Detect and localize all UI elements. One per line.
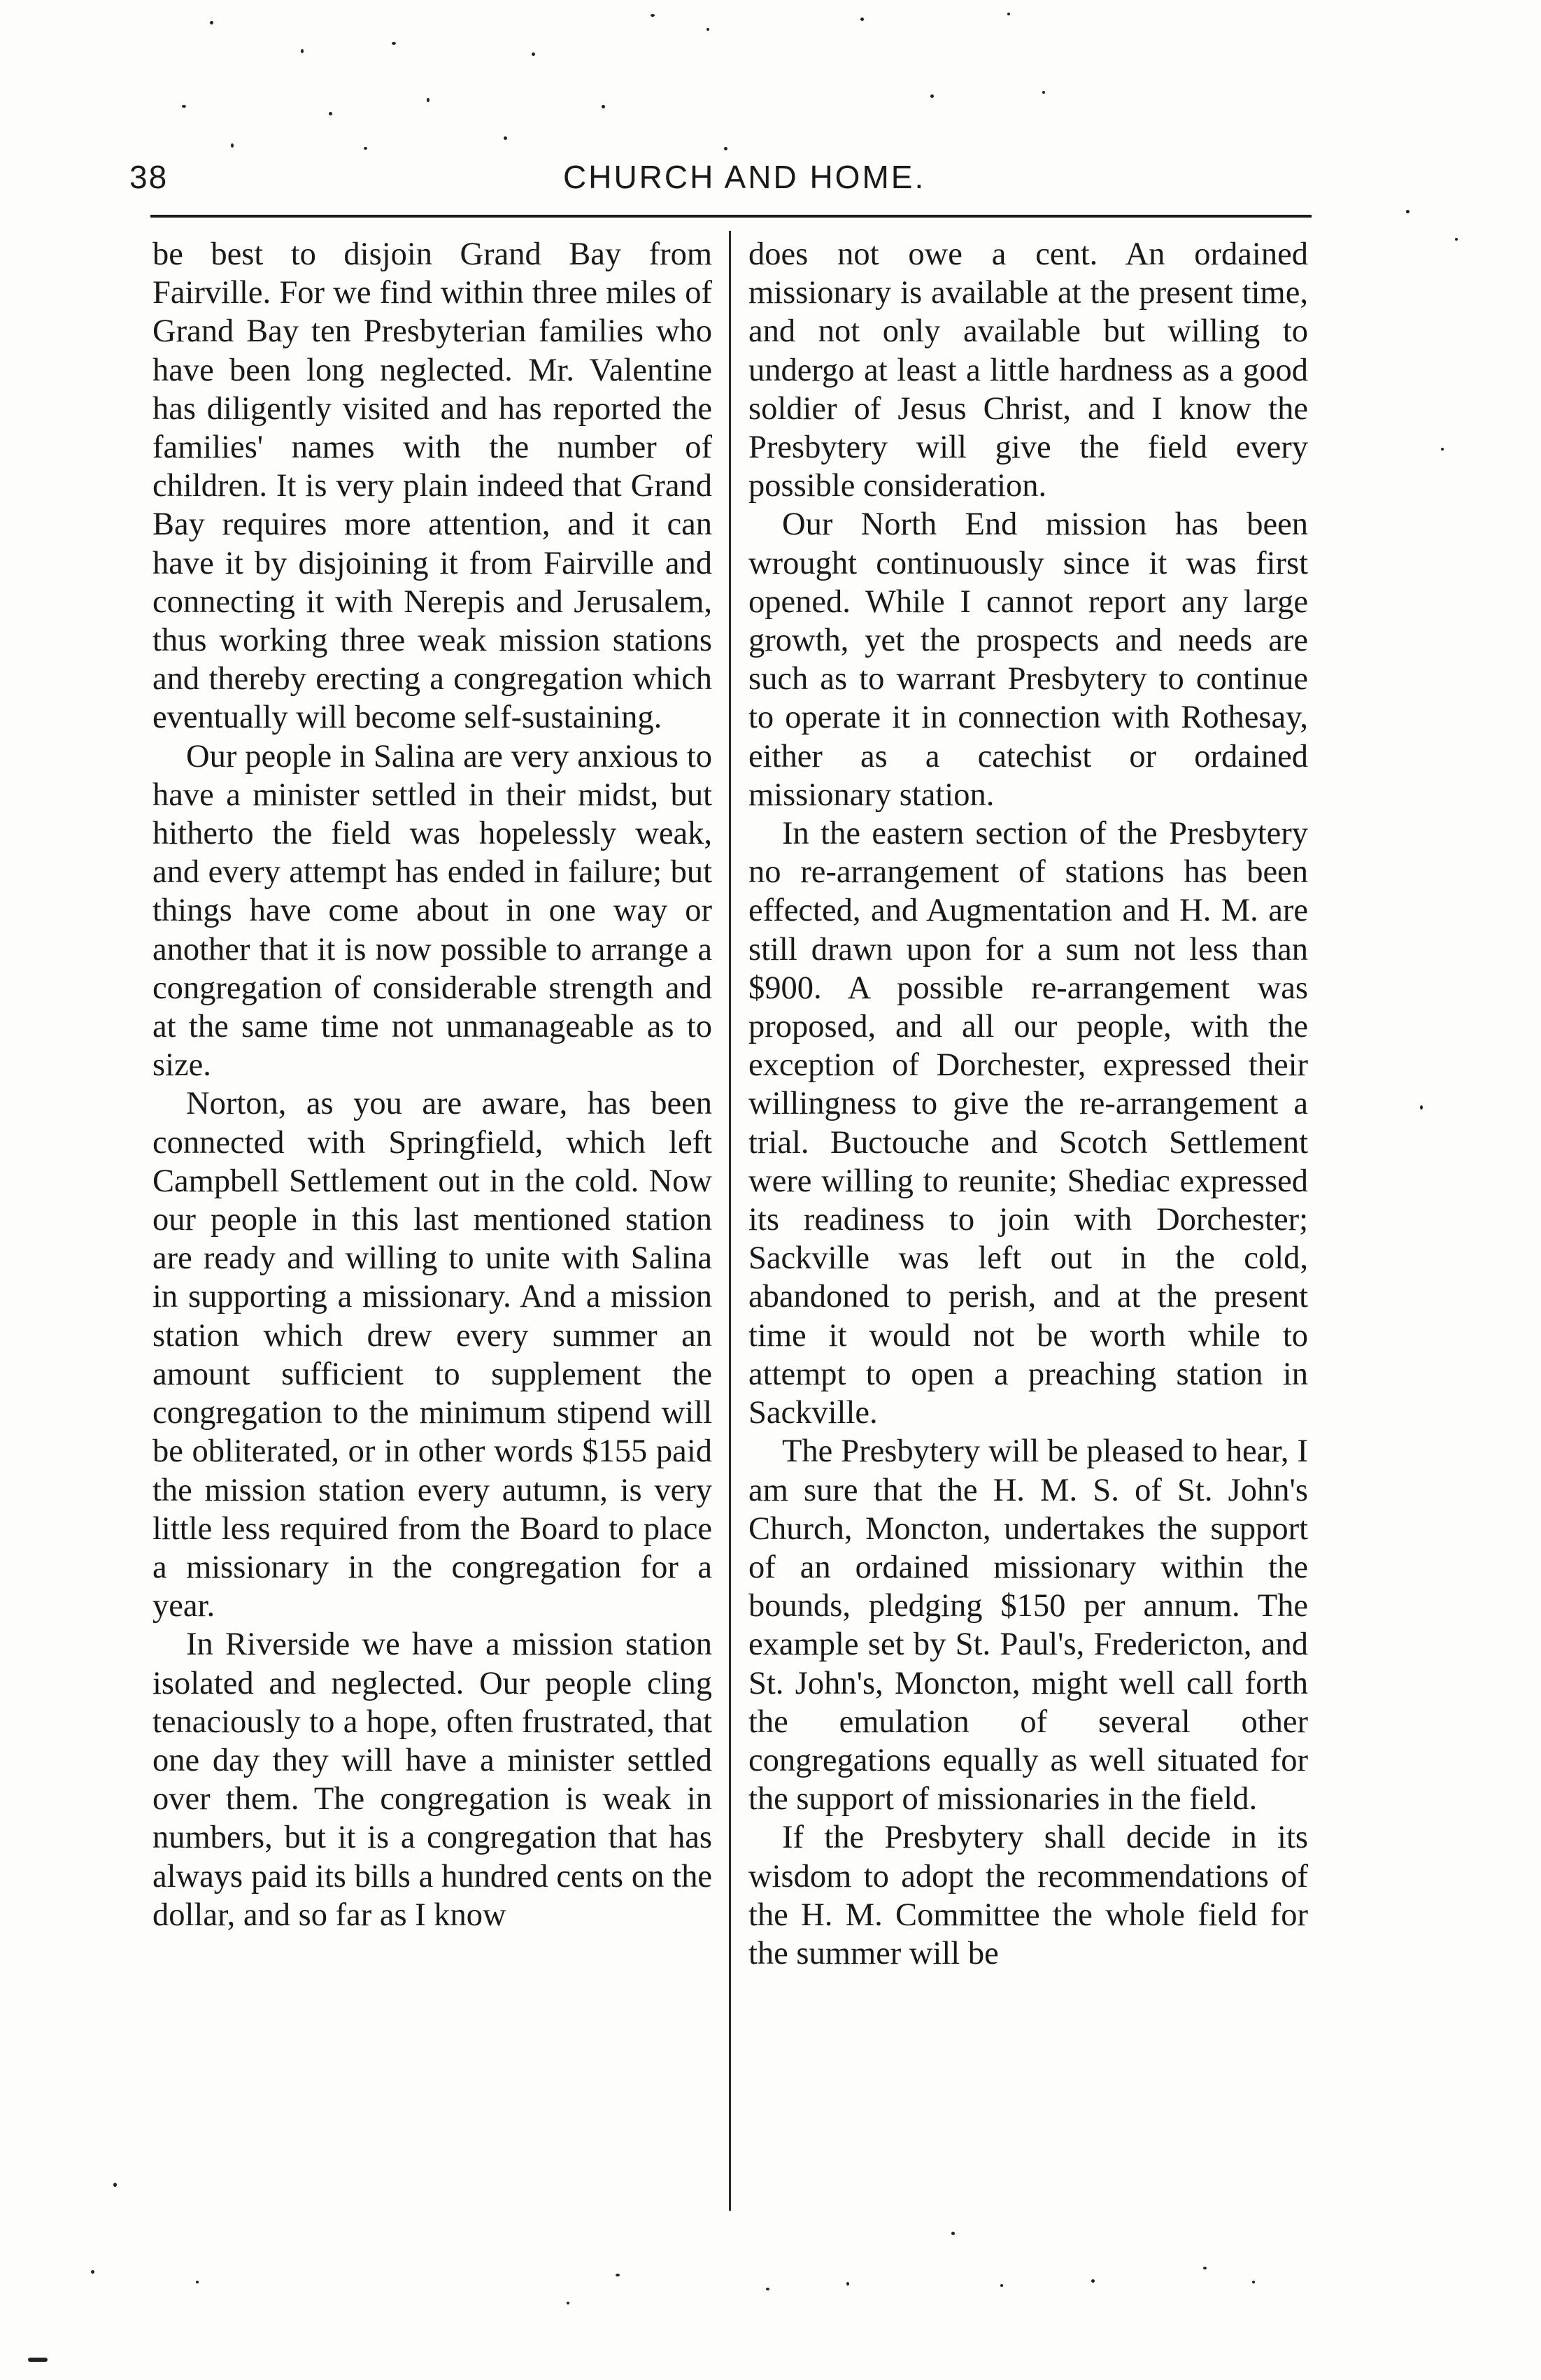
header-rule: [150, 215, 1312, 218]
left-paragraph-2: Our people in Salina are very anxious to have a minister settled in their midst, but hitherto the field was hopelessly weak, and every attempt has ended in failure; but things have come about in one way or another that it is now possible to arrange a congregation of considerable strength and at the same time not unmanageable as to size.: [152, 738, 712, 1084]
scan-speck: [231, 143, 234, 148]
scan-speck: [1406, 210, 1409, 213]
scan-speck: [1203, 2267, 1207, 2269]
scan-speck: [301, 49, 304, 53]
scan-speck: [329, 112, 332, 115]
left-paragraph-3: Norton, as you are aware, has been connected with Springfield, which left Campbell Settlement out in the cold. Now our people in this last mentioned station are ready and willing to unite with Salina in supporting a missionary. And a mission station which drew every summer an amount sufficient to supplement the congregation to the minimum stipend will be obliterated, or in other words $155 paid the mission station every autumn, is very little less required from the Board to place a missionary in the congregation for a year.: [152, 1086, 712, 1624]
scan-speck: [1420, 1105, 1423, 1110]
scan-speck: [1042, 91, 1045, 94]
scan-speck: [951, 2232, 955, 2235]
scan-speck: [113, 2183, 117, 2187]
page-header: [129, 158, 1319, 207]
scan-speck: [602, 105, 605, 108]
scan-speck: [860, 17, 864, 21]
scan-speck: [196, 2281, 199, 2283]
scan-speck: [28, 2358, 48, 2362]
left-column: [152, 235, 712, 1934]
page-number: 38: [129, 159, 169, 195]
scan-speck: [1252, 2281, 1255, 2283]
scan-speck: [91, 2270, 94, 2274]
scan-speck: [364, 147, 367, 150]
right-column: [748, 235, 1308, 1973]
scan-speck: [930, 94, 934, 98]
scan-speck: [182, 105, 186, 108]
scan-speck: [1455, 238, 1458, 241]
scan-speck: [1000, 2284, 1003, 2287]
right-paragraph-1: does not owe a cent. An ordained missionary is available at the present time, and not only available but willing to undergo at least a little hardness as a good soldier of Jesus Christ, and I know the Presbytery will give the field every possible consideration.: [748, 236, 1308, 504]
scan-speck: [504, 136, 507, 140]
scan-speck: [1091, 2279, 1095, 2283]
scan-speck: [724, 147, 727, 150]
scan-speck: [567, 2302, 569, 2304]
scan-speck: [616, 2274, 620, 2276]
right-paragraph-4: The Presbytery will be pleased to hear, I am sure that the H. M. S. of St. John's Church, Moncton, undertakes the support of an ordained missionary within the bounds, pledging $150 per annum. The example set by St. Paul's, Fredericton, and St. John's, Moncton, might well call forth the emulation of several other congregations equally as well situated for the support of missionaries in the field.: [748, 1433, 1308, 1818]
scan-speck: [846, 2282, 849, 2286]
running-head: CHURCH AND HOME.: [563, 159, 926, 195]
scan-speck: [210, 21, 213, 24]
scan-speck: [1441, 448, 1444, 451]
left-paragraph-4: In Riverside we have a mission station isolated and neglected. Our people cling tenaciously to a hope, often frustrated, that one day they will have a minister settled over them. The congregation is weak in numbers, but it is a congregation that has always paid its bills a hundred cents on the dollar, and so far as I know: [152, 1627, 712, 1933]
scan-speck: [1007, 13, 1010, 15]
scan-speck: [427, 98, 429, 102]
scan-speck: [706, 28, 709, 31]
scan-speck: [532, 52, 535, 56]
column-divider: [729, 231, 731, 2211]
scan-speck: [392, 42, 396, 45]
right-paragraph-3: In the eastern section of the Presbytery no re-arrangement of stations has been effected, and Augmentation and H. M. are still drawn upon for a sum not less than $900. A possible re-arrangement was proposed, and all our people, with the exception of Dorchester, expressed their willingness to give the re-arrangement a trial. Buctouche and Scotch Settlement were willing to reunite; Shediac expressed its readiness to join with Dorchester; Sackville was left out in the cold, abandoned to perish, and at the present time it would not be worth while to attempt to open a preaching station in Sackville.: [748, 816, 1308, 1431]
scan-speck: [766, 2288, 769, 2290]
scan-speck: [651, 14, 655, 17]
right-paragraph-2: Our North End mission has been wrought continuously since it was first opened. While I cannot report any large growth, yet the prospects and needs are such as to warrant Presbytery to continue to operate it in connection with Rothesay, either as a catechist or ordained missionary station.: [748, 507, 1308, 813]
left-paragraph-1: be best to disjoin Grand Bay from Fairville. For we find within three miles of Grand Bay ten Presbyterian families who have been long neglected. Mr. Valentine has diligently visited and has reported the families' names with the number of children. It is very plain indeed that Grand Bay requires more attention, and it can have it by disjoining it from Fairville and connecting it with Nerepis and Jerusalem, thus working three weak mission stations and thereby erecting a congregation which eventually will become self-sustaining.: [152, 236, 712, 736]
right-paragraph-5: If the Presbytery shall decide in its wisdom to adopt the recommendations of the H. M. Committee the whole field for the summer will be: [748, 1820, 1308, 1971]
